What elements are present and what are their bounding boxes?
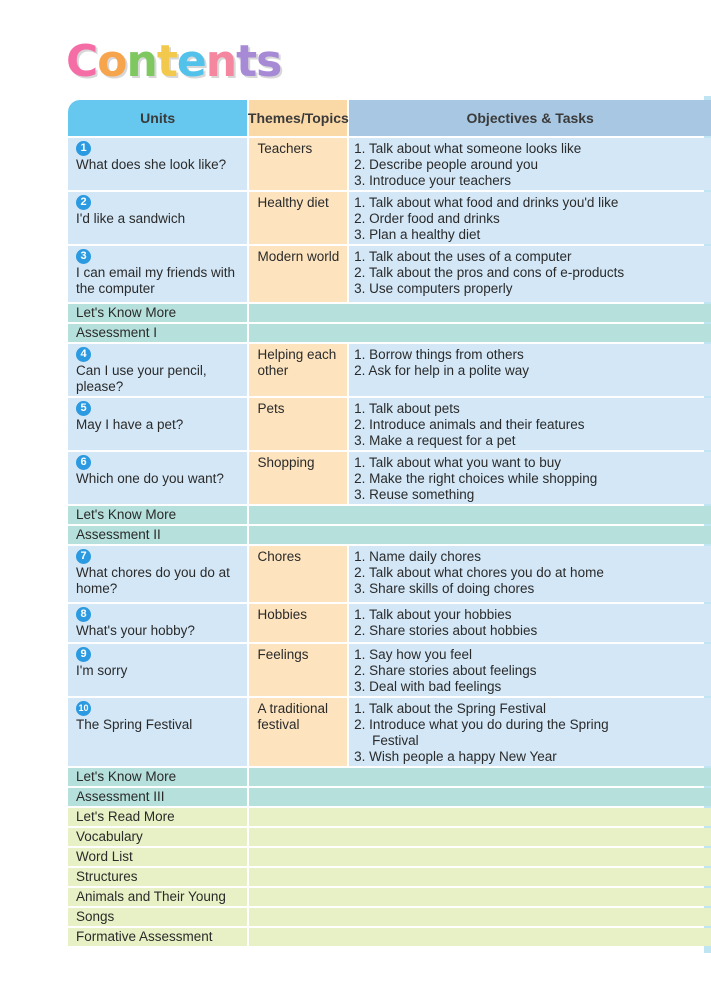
unit-title: What's your hobby?	[76, 623, 195, 638]
objective-item: 1. Talk about your hobbies	[354, 607, 512, 622]
objective-item: 2. Make the right choices while shopping	[354, 471, 598, 486]
objective-item: 1. Talk about what someone looks like	[354, 141, 582, 156]
objective-item: 1. Name daily chores	[354, 549, 481, 564]
theme-cell	[249, 138, 347, 190]
unit-number-badge: 9	[76, 647, 91, 662]
unit-cell	[68, 604, 247, 642]
objective-item: 3. Share skills of doing chores	[354, 581, 535, 596]
toc-unit-row[interactable]	[68, 698, 711, 766]
header-themes-line1: Themes/	[247, 110, 305, 126]
section-label: Formative Assessment	[68, 928, 247, 946]
title-letter: C	[66, 36, 98, 87]
title-letter: t	[156, 36, 177, 87]
unit-number-badge: 1	[76, 141, 91, 156]
objective-item: 2. Ask for help in a polite way	[354, 363, 530, 378]
toc-section-row[interactable]	[68, 868, 711, 886]
section-label: Word List	[68, 848, 247, 866]
theme-cell	[249, 644, 347, 696]
theme-label: Modern world	[257, 249, 340, 264]
objectives-cell	[349, 546, 711, 602]
theme-label: Chores	[257, 549, 301, 564]
unit-cell	[68, 546, 247, 602]
table-body	[68, 138, 711, 946]
title-letter: n	[205, 36, 237, 87]
section-fill	[249, 888, 711, 906]
toc-unit-row[interactable]	[68, 398, 711, 450]
unit-number-badge: 7	[76, 549, 91, 564]
theme-cell	[249, 192, 347, 244]
theme-cell	[249, 698, 347, 766]
section-fill	[249, 788, 711, 806]
toc-section-row[interactable]	[68, 848, 711, 866]
section-fill	[249, 768, 711, 786]
toc-section-row[interactable]	[68, 828, 711, 846]
section-fill	[249, 304, 711, 322]
section-label: Assessment II	[68, 526, 247, 544]
unit-cell	[68, 192, 247, 244]
objectives-cell	[349, 344, 711, 396]
theme-cell	[249, 452, 347, 504]
objectives-cell	[349, 452, 711, 504]
table-header	[68, 100, 711, 136]
section-label: Let's Know More	[68, 768, 247, 786]
theme-label: Teachers	[257, 141, 313, 156]
objectives-cell	[349, 246, 711, 302]
title-letter: o	[97, 36, 127, 87]
objective-item: 2. Introduce animals and their features	[354, 417, 585, 432]
objective-item: 2. Describe people around you	[354, 157, 539, 172]
title-letter: t	[236, 36, 257, 87]
objectives-cell	[349, 644, 711, 696]
unit-number-badge: 5	[76, 401, 91, 416]
section-label: Structures	[68, 868, 247, 886]
section-label: Let's Know More	[68, 506, 247, 524]
section-label: Assessment III	[68, 788, 247, 806]
objective-item: 2. Share stories about feelings	[354, 663, 537, 678]
objective-item: 2. Share stories about hobbies	[354, 623, 538, 638]
toc-unit-row[interactable]	[68, 452, 711, 504]
objective-item: 1. Talk about what you want to buy	[354, 455, 562, 470]
theme-cell	[249, 398, 347, 450]
toc-section-row[interactable]	[68, 768, 711, 786]
objective-item: 1. Talk about the Spring Festival	[354, 701, 547, 716]
unit-number-badge: 6	[76, 455, 91, 470]
theme-cell	[249, 546, 347, 602]
objective-item: Festival	[372, 733, 419, 748]
title-letter: n	[126, 36, 157, 87]
objectives-cell	[349, 604, 711, 642]
unit-title: Which one do you want?	[76, 471, 224, 486]
unit-number-badge: 8	[76, 607, 91, 622]
section-fill	[249, 908, 711, 926]
section-label: Vocabulary	[68, 828, 247, 846]
objective-item: 1. Talk about pets	[354, 401, 460, 416]
objective-item: 1. Talk about what food and drinks you'd like	[354, 195, 619, 210]
objective-item: 2. Order food and drinks	[354, 211, 500, 226]
objective-item: 1. Borrow things from others	[354, 347, 524, 362]
objective-item: 1. Say how you feel	[354, 647, 472, 662]
objective-item: 3. Wish people a happy New Year	[354, 749, 557, 764]
theme-label: Hobbies	[257, 607, 307, 622]
unit-title: What does she look like?	[76, 157, 227, 172]
section-label: Let's Read More	[68, 808, 247, 826]
toc-section-row[interactable]	[68, 506, 711, 524]
objective-item: 1. Talk about the uses of a computer	[354, 249, 572, 264]
toc-unit-row[interactable]	[68, 644, 711, 696]
toc-unit-row[interactable]	[68, 246, 711, 302]
section-fill	[249, 526, 711, 544]
toc-unit-row[interactable]	[68, 604, 711, 642]
unit-cell	[68, 398, 247, 450]
theme-label: Healthy diet	[257, 195, 329, 210]
header-objectives: Objectives & Tasks	[349, 100, 711, 136]
toc-section-row[interactable]	[68, 888, 711, 906]
objective-item: 3. Plan a healthy diet	[354, 227, 481, 242]
unit-title: May I have a pet?	[76, 417, 184, 432]
unit-cell	[68, 246, 247, 302]
title-letter: e	[176, 36, 206, 87]
unit-number-badge: 10	[76, 701, 91, 716]
objective-item: 2. Talk about the pros and cons of e-products	[354, 265, 625, 280]
objective-item: 2. Introduce what you do during the Spring	[354, 717, 609, 732]
section-label: Animals and Their Young	[68, 888, 247, 906]
contents-table	[68, 100, 711, 946]
section-fill	[249, 324, 711, 342]
unit-title: What chores do you do at home?	[76, 565, 230, 596]
section-label: Let's Know More	[68, 304, 247, 322]
objective-item: 3. Deal with bad feelings	[354, 679, 502, 694]
unit-cell	[68, 452, 247, 504]
unit-cell	[68, 698, 247, 766]
header-themes	[249, 100, 347, 136]
header-themes-line2: Topics	[304, 110, 349, 126]
section-fill	[249, 828, 711, 846]
theme-cell	[249, 604, 347, 642]
objectives-cell	[349, 192, 711, 244]
section-fill	[249, 868, 711, 886]
theme-cell	[249, 344, 347, 396]
toc-unit-row[interactable]	[68, 546, 711, 602]
objectives-cell	[349, 138, 711, 190]
theme-cell	[249, 246, 347, 302]
theme-label: Shopping	[257, 455, 315, 470]
unit-title: I'd like a sandwich	[76, 211, 186, 226]
unit-title: I'm sorry	[76, 663, 128, 678]
section-fill	[249, 808, 711, 826]
objectives-cell	[349, 398, 711, 450]
unit-title: The Spring Festival	[76, 717, 193, 732]
theme-label: Feelings	[257, 647, 309, 662]
toc-section-row[interactable]	[68, 526, 711, 544]
theme-label: Helping each other	[257, 347, 337, 378]
theme-label: Pets	[257, 401, 285, 416]
toc-section-row[interactable]	[68, 928, 711, 946]
section-fill	[249, 928, 711, 946]
objective-item: 3. Make a request for a pet	[354, 433, 516, 448]
header-units: Units	[68, 100, 247, 136]
unit-title: Can I use your pencil, please?	[76, 363, 207, 394]
unit-title: I can email my friends with the computer	[76, 265, 236, 296]
toc-section-row[interactable]	[68, 788, 711, 806]
section-fill	[249, 506, 711, 524]
objective-item: 2. Talk about what chores you do at home	[354, 565, 604, 580]
objectives-cell	[349, 698, 711, 766]
section-label: Songs	[68, 908, 247, 926]
toc-section-row[interactable]	[68, 808, 711, 826]
section-fill	[249, 848, 711, 866]
unit-number-badge: 4	[76, 347, 91, 362]
section-label: Assessment I	[68, 324, 247, 342]
objective-item: 3. Use computers properly	[354, 281, 513, 296]
objective-item: 3. Reuse something	[354, 487, 475, 502]
page-title	[66, 36, 281, 86]
toc-unit-row[interactable]	[68, 344, 711, 396]
objective-item: 3. Introduce your teachers	[354, 173, 512, 188]
toc-section-row[interactable]	[68, 324, 711, 342]
unit-cell	[68, 644, 247, 696]
toc-unit-row[interactable]	[68, 138, 711, 190]
unit-cell	[68, 344, 247, 396]
theme-label: A traditional festival	[257, 701, 328, 732]
unit-number-badge: 3	[76, 249, 91, 264]
unit-number-badge: 2	[76, 195, 91, 210]
title-letter: s	[256, 36, 282, 87]
toc-section-row[interactable]	[68, 908, 711, 926]
unit-cell	[68, 138, 247, 190]
toc-section-row[interactable]	[68, 304, 711, 322]
toc-unit-row[interactable]	[68, 192, 711, 244]
